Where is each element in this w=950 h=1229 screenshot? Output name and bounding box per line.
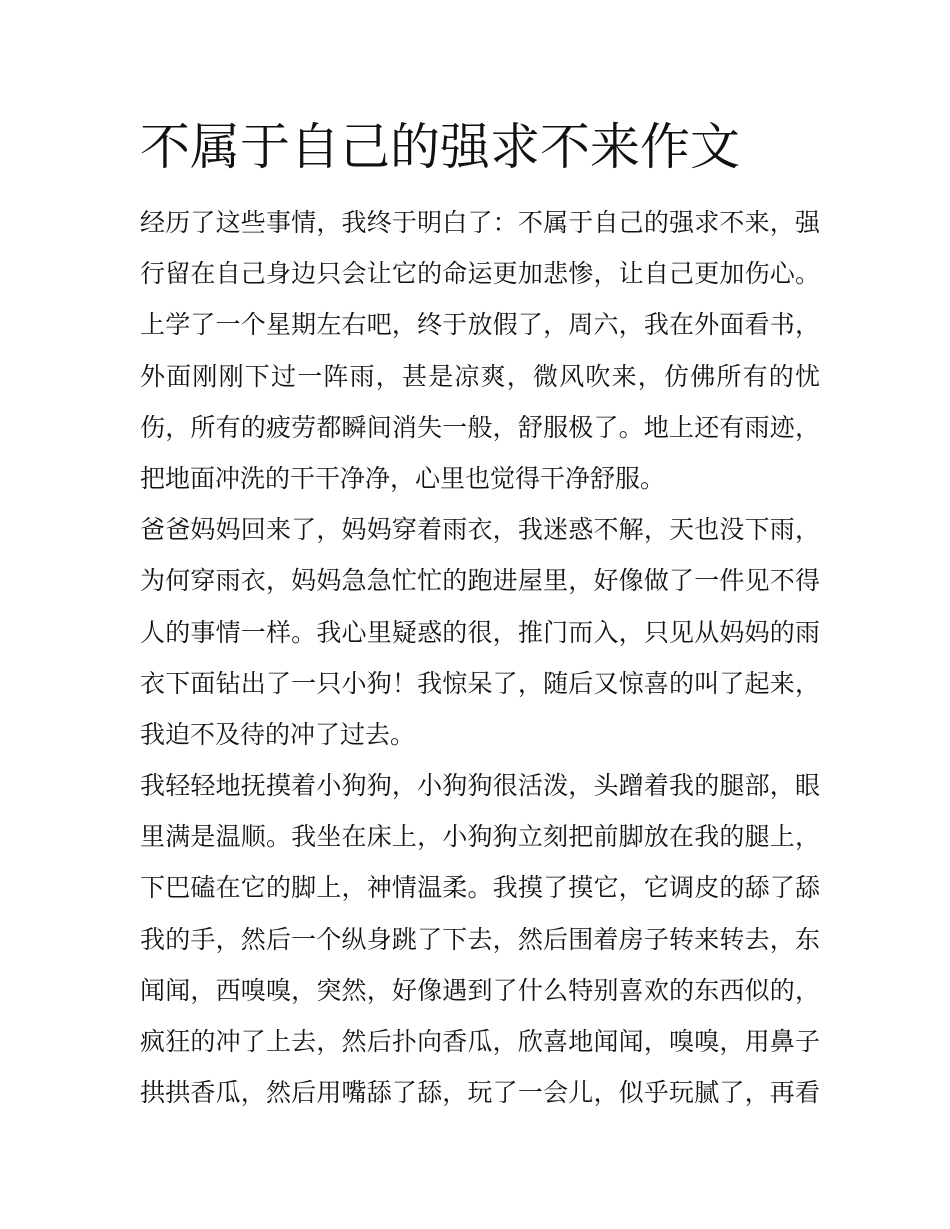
- text-line: 外面刚刚下过一阵雨，甚是凉爽，微风吹来，仿佛所有的忧: [140, 361, 820, 391]
- document-body: [140, 197, 820, 1118]
- paragraph-2: [140, 299, 820, 504]
- text-line: 行留在自己身边只会让它的命运更加悲惨，让自己更加伤心。: [140, 259, 820, 289]
- text-line: 人的事情一样。我心里疑惑的很，推门而入，只见从妈妈的雨: [140, 617, 820, 647]
- paragraph-3: [140, 504, 820, 760]
- text-line: 我迫不及待的冲了过去。: [140, 719, 416, 749]
- text-line: 伤，所有的疲劳都瞬间消失一般，舒服极了。地上还有雨迹，: [140, 412, 820, 442]
- text-line: 我的手，然后一个纵身跳了下去，然后围着房子转来转去，东: [140, 924, 820, 954]
- document-title: 不属于自己的强求不来作文: [140, 118, 740, 176]
- text-line: 衣下面钻出了一只小狗！我惊呆了，随后又惊喜的叫了起来，: [140, 668, 820, 698]
- text-line: 爸爸妈妈回来了，妈妈穿着雨衣，我迷惑不解，天也没下雨，: [140, 515, 820, 545]
- text-line: 为何穿雨衣，妈妈急急忙忙的跑进屋里，好像做了一件见不得: [140, 566, 820, 596]
- text-line: 我轻轻地抚摸着小狗狗，小狗狗很活泼，头蹭着我的腿部，眼: [140, 771, 820, 801]
- text-line: 里满是温顺。我坐在床上，小狗狗立刻把前脚放在我的腿上，: [140, 822, 820, 852]
- text-line: 下巴磕在它的脚上，神情温柔。我摸了摸它，它调皮的舔了舔: [140, 873, 820, 903]
- text-line: 把地面冲洗的干干净净，心里也觉得干净舒服。: [140, 463, 666, 493]
- text-line: 拱拱香瓜，然后用嘴舔了舔，玩了一会儿，似乎玩腻了，再看: [140, 1078, 820, 1108]
- text-line: 疯狂的冲了上去，然后扑向香瓜，欣喜地闻闻，嗅嗅，用鼻子: [140, 1027, 820, 1056]
- paragraph-1: [140, 197, 820, 299]
- text-line: 闻闻，西嗅嗅，突然，好像遇到了什么特别喜欢的东西似的，: [140, 975, 820, 1005]
- text-line: 上学了一个星期左右吧，终于放假了，周六，我在外面看书，: [140, 310, 820, 340]
- paragraph-4: [140, 760, 820, 1118]
- text-line: 经历了这些事情，我终于明白了：不属于自己的强求不来，强: [140, 208, 820, 237]
